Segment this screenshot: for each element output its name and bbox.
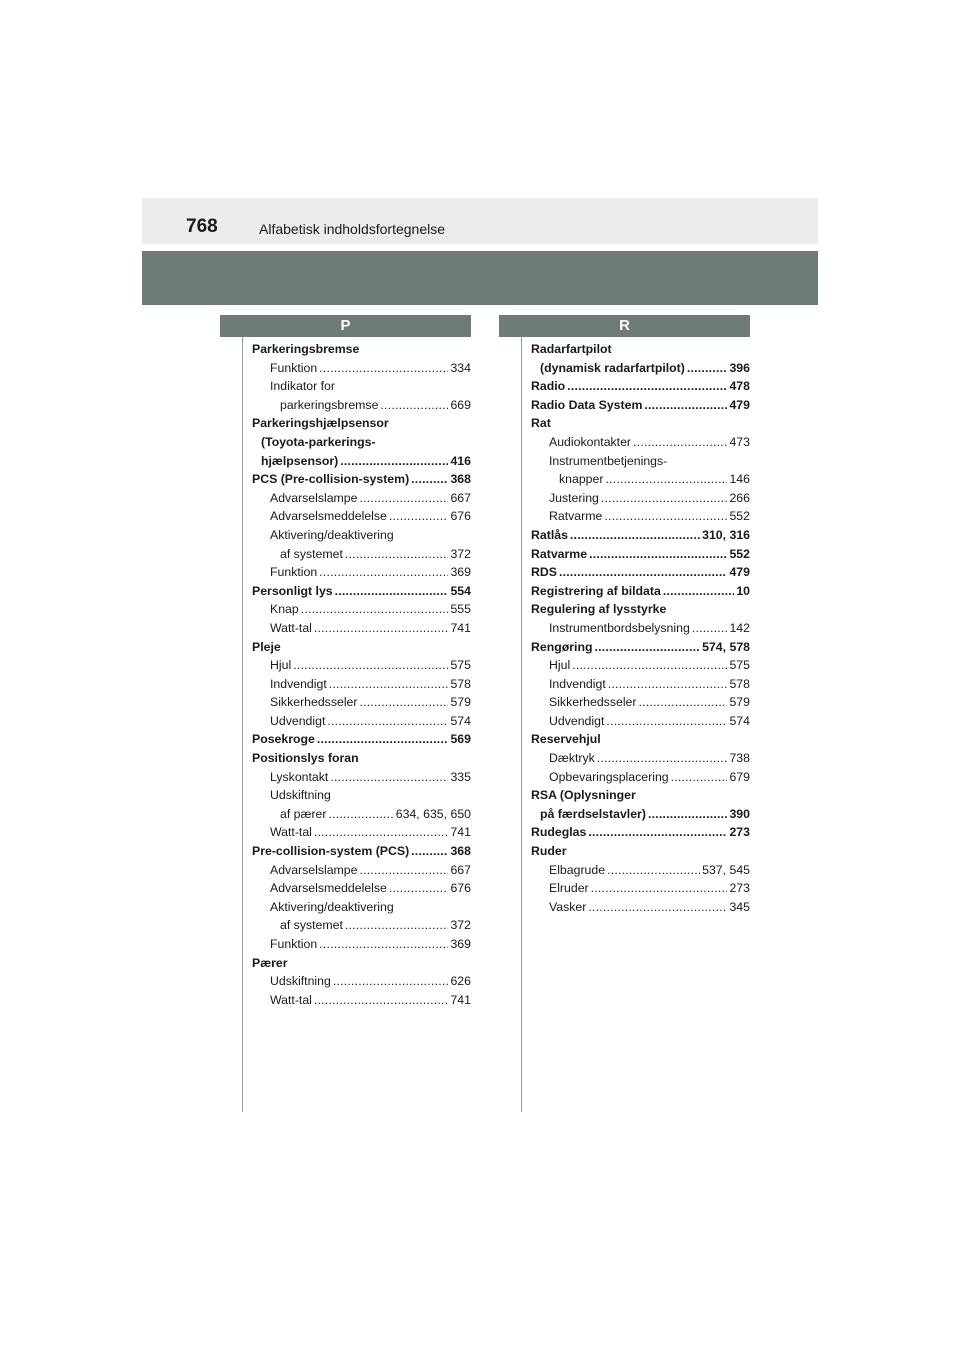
index-entry	[531, 675, 750, 694]
index-entry	[531, 545, 750, 564]
entry-term: Advarselslampe	[270, 862, 358, 877]
entry-page-number[interactable]: 146	[729, 472, 750, 487]
entry-page-number[interactable]: 372	[450, 546, 471, 561]
dot-leader	[644, 396, 727, 415]
dot-leader	[633, 433, 727, 452]
dot-leader	[319, 563, 448, 582]
entry-term: Elbagrude	[549, 862, 606, 877]
entry-term: Watt-tal	[270, 992, 312, 1007]
entry-term: Positionslys foran	[252, 751, 359, 766]
index-entry	[531, 582, 750, 601]
index-entry	[531, 340, 750, 359]
entry-term: Pre-collision-system (PCS)	[252, 844, 410, 859]
index-entry	[531, 898, 750, 917]
entry-page-number[interactable]: 579	[729, 695, 750, 710]
entry-term: Rat	[531, 416, 551, 431]
entry-page-number[interactable]: 369	[450, 937, 471, 951]
dot-leader	[606, 712, 727, 731]
entry-page-number[interactable]: 679	[729, 769, 750, 784]
entry-page-number[interactable]: 574	[450, 713, 471, 728]
entry-term: Hjul	[270, 658, 292, 673]
index-entry	[252, 545, 471, 564]
section-banner	[142, 251, 818, 305]
dot-leader	[359, 861, 448, 880]
entry-term: Indikator for	[270, 379, 335, 394]
entry-term: af pærer	[280, 806, 327, 821]
entry-term: Ratvarme	[549, 509, 603, 524]
entry-term: Radio Data System	[531, 397, 643, 412]
dot-leader	[314, 991, 449, 1010]
entry-term: Registrering af bildata	[531, 583, 661, 598]
index-entry	[252, 563, 471, 582]
index-entry	[252, 656, 471, 675]
entry-page-number[interactable]: 575	[450, 658, 471, 673]
index-entry	[531, 377, 750, 396]
entry-term: Aktivering/deaktivering	[270, 899, 394, 914]
entry-term: Instrumentbetjenings-	[549, 453, 668, 468]
entry-page-number[interactable]: 574	[729, 713, 750, 728]
entry-term: PCS (Pre-collision-system)	[252, 472, 410, 487]
dot-leader	[594, 638, 700, 657]
index-entry	[252, 805, 471, 824]
entry-term: Pleje	[252, 639, 281, 654]
entry-term: Advarselsmeddelelse	[270, 509, 387, 524]
entry-term: Funktion	[270, 565, 318, 580]
dot-leader	[335, 582, 449, 601]
entry-term: knapper	[559, 472, 604, 487]
index-entry	[531, 433, 750, 452]
entry-page-number[interactable]: 368	[450, 844, 471, 859]
entry-term: Watt-tal	[270, 825, 312, 840]
entry-term: Ratlås	[531, 527, 568, 542]
entry-page-number[interactable]: 537, 545	[702, 862, 750, 877]
index-entry	[531, 452, 750, 471]
index-entry	[531, 489, 750, 508]
entry-term: Udskiftning	[270, 974, 331, 989]
entry-term: Lyskontakt	[270, 769, 329, 784]
index-entry	[252, 730, 471, 749]
dot-leader	[359, 693, 448, 712]
index-entry	[252, 935, 471, 954]
entry-term: Personligt lys	[252, 583, 333, 598]
dot-leader	[314, 823, 449, 842]
index-entry	[252, 600, 471, 619]
dot-leader	[329, 675, 449, 694]
entry-term: Sikkerhedsseler	[549, 695, 637, 710]
dot-leader	[389, 879, 449, 898]
entry-page-number[interactable]: 669	[450, 397, 471, 412]
index-entry	[252, 861, 471, 880]
index-entry	[252, 433, 471, 452]
entry-term: Indvendigt	[549, 676, 606, 691]
index-entry	[531, 414, 750, 433]
entry-term: Pærer	[252, 955, 288, 970]
index-entry	[531, 563, 750, 582]
section-letter-p: P	[220, 315, 471, 337]
dot-leader	[380, 396, 448, 415]
dot-leader	[648, 805, 728, 824]
index-entry	[252, 414, 471, 433]
index-entry	[531, 600, 750, 619]
entry-term: Aktivering/deaktivering	[270, 527, 394, 542]
index-entry	[531, 619, 750, 638]
column-divider-left	[242, 337, 243, 1112]
dot-leader	[604, 507, 727, 526]
index-entry	[531, 823, 750, 842]
index-column-r	[531, 340, 750, 916]
index-entry	[531, 786, 750, 805]
index-entry	[531, 470, 750, 489]
entry-term: (dynamisk radarfartpilot)	[540, 360, 685, 375]
index-entry	[252, 638, 471, 657]
entry-term: Watt-tal	[270, 620, 312, 635]
index-entry	[252, 675, 471, 694]
entry-term: Indvendigt	[270, 676, 327, 691]
dot-leader	[671, 768, 728, 787]
index-entry	[531, 693, 750, 712]
index-entry	[252, 749, 471, 768]
entry-term: Elruder	[549, 881, 589, 896]
entry-term: Knap	[270, 602, 299, 617]
dot-leader	[687, 359, 728, 378]
index-entry	[252, 452, 471, 471]
page-title: Alfabetisk indholdsfortegnelse	[259, 221, 446, 237]
index-entry	[252, 507, 471, 526]
entry-page-number[interactable]: 676	[450, 509, 471, 524]
entry-term: Regulering af lysstyrke	[531, 602, 667, 617]
entry-term: parkeringsbremse	[280, 397, 379, 412]
entry-page-number[interactable]: 310, 316	[702, 527, 750, 542]
dot-leader	[359, 489, 448, 508]
entry-page-number[interactable]: 676	[450, 881, 471, 896]
dot-leader	[591, 879, 728, 898]
index-entry	[531, 861, 750, 880]
entry-term: af systemet	[280, 918, 343, 933]
dot-leader	[608, 675, 728, 694]
index-entry	[252, 377, 471, 396]
column-divider-right	[521, 337, 522, 1112]
entry-page-number[interactable]: 396	[729, 360, 750, 375]
dot-leader	[597, 749, 728, 768]
entry-page-number[interactable]: 569	[450, 732, 471, 747]
index-entry	[531, 656, 750, 675]
entry-page-number[interactable]: 416	[450, 453, 471, 468]
index-entry	[252, 693, 471, 712]
entry-term: Udvendigt	[549, 713, 605, 728]
index-column-p	[252, 340, 471, 1009]
index-entry	[531, 526, 750, 545]
entry-term: Audiokontakter	[549, 434, 632, 449]
entry-page-number[interactable]: 741	[450, 992, 471, 1007]
dot-leader	[327, 712, 448, 731]
index-entry	[252, 340, 471, 359]
entry-page-number[interactable]: 10	[736, 583, 750, 598]
entry-page-number[interactable]: 738	[729, 751, 750, 766]
index-entry	[252, 712, 471, 731]
dot-leader	[345, 916, 449, 935]
index-entry	[252, 823, 471, 842]
section-letter-r: R	[499, 315, 750, 337]
index-entry	[531, 842, 750, 861]
entry-term: af systemet	[280, 546, 343, 561]
entry-term: Ruder	[531, 844, 567, 859]
dot-leader	[345, 545, 449, 564]
index-entry	[252, 470, 471, 489]
index-entry	[252, 359, 471, 378]
dot-leader	[567, 377, 727, 396]
page-number: 768	[186, 216, 218, 237]
entry-page-number[interactable]: 555	[450, 602, 471, 617]
index-entry	[531, 396, 750, 415]
index-entry	[252, 619, 471, 638]
dot-leader	[333, 972, 449, 991]
entry-term: Advarselslampe	[270, 490, 358, 505]
entry-page-number[interactable]: 578	[729, 676, 750, 691]
entry-page-number[interactable]: 368	[450, 472, 471, 487]
entry-term: Radarfartpilot	[531, 342, 612, 356]
index-entry	[252, 526, 471, 545]
entry-term: Funktion	[270, 360, 318, 375]
dot-leader	[663, 582, 734, 601]
entry-term: Parkeringsbremse	[252, 342, 360, 356]
index-entry	[531, 749, 750, 768]
index-entry	[252, 396, 471, 415]
entry-term: på færdselstavler)	[540, 806, 646, 821]
dot-leader	[570, 526, 700, 545]
index-entry	[252, 879, 471, 898]
entry-page-number[interactable]: 369	[450, 565, 471, 580]
entry-term: Sikkerhedsseler	[270, 695, 358, 710]
entry-term: RSA (Oplysninger	[531, 788, 636, 803]
entry-term: Udvendigt	[270, 713, 326, 728]
entry-page-number[interactable]: 334	[450, 360, 471, 375]
dot-leader	[330, 768, 448, 787]
entry-term: hjælpsensor)	[261, 453, 339, 468]
dot-leader	[692, 619, 728, 638]
entry-term: Opbevaringsplacering	[549, 769, 669, 784]
dot-leader	[301, 600, 449, 619]
entry-term: Rengøring	[531, 639, 593, 654]
entry-page-number[interactable]: 142	[729, 620, 750, 635]
entry-term: Instrumentbordsbelysning	[549, 620, 690, 635]
index-entry	[531, 805, 750, 824]
entry-page-number[interactable]: 345	[729, 899, 750, 914]
entry-page-number[interactable]: 479	[729, 397, 750, 412]
entry-page-number[interactable]: 554	[450, 583, 471, 598]
dot-leader	[411, 842, 448, 861]
entry-page-number[interactable]: 552	[729, 546, 750, 561]
entry-page-number[interactable]: 273	[729, 825, 750, 840]
dot-leader	[314, 619, 449, 638]
entry-page-number[interactable]: 273	[729, 881, 750, 896]
entry-term: Dæktryk	[549, 751, 595, 766]
entry-page-number[interactable]: 372	[450, 918, 471, 933]
entry-page-number[interactable]: 741	[450, 825, 471, 840]
entry-term: Funktion	[270, 937, 318, 951]
entry-term: Rudeglas	[531, 825, 587, 840]
entry-page-number[interactable]: 634, 635, 650	[395, 806, 471, 821]
dot-leader	[411, 470, 448, 489]
entry-page-number[interactable]: 626	[450, 974, 471, 989]
index-entry	[252, 582, 471, 601]
index-entry	[252, 954, 471, 973]
dot-leader	[588, 898, 727, 917]
dot-leader	[607, 861, 700, 880]
header-bar	[142, 198, 818, 244]
entry-page-number[interactable]: 335	[450, 769, 471, 784]
dot-leader	[605, 470, 727, 489]
index-entry	[531, 730, 750, 749]
dot-leader	[389, 507, 449, 526]
index-entry	[252, 842, 471, 861]
index-entry	[531, 359, 750, 378]
dot-leader	[340, 452, 448, 471]
entry-term: (Toyota-parkerings-	[261, 434, 376, 449]
dot-leader	[588, 823, 727, 842]
dot-leader	[601, 489, 728, 508]
entry-term: Vasker	[549, 899, 587, 914]
entry-term: Hjul	[549, 658, 571, 673]
index-entry	[531, 879, 750, 898]
entry-term: Ratvarme	[531, 546, 588, 561]
entry-page-number[interactable]: 552	[729, 509, 750, 524]
index-entry	[252, 972, 471, 991]
entry-term: Advarselsmeddelelse	[270, 881, 387, 896]
index-entry	[531, 638, 750, 657]
dot-leader	[328, 805, 393, 824]
dot-leader	[638, 693, 727, 712]
entry-page-number[interactable]: 575	[729, 658, 750, 673]
dot-leader	[317, 730, 449, 749]
dot-leader	[293, 656, 448, 675]
entry-page-number[interactable]: 574, 578	[702, 639, 750, 654]
index-entry	[531, 768, 750, 787]
entry-page-number[interactable]: 479	[729, 565, 750, 580]
entry-term: Parkeringshjælpsensor	[252, 416, 389, 431]
entry-page-number[interactable]: 667	[450, 862, 471, 877]
dot-leader	[319, 359, 448, 378]
entry-page-number[interactable]: 578	[450, 676, 471, 691]
dot-leader	[589, 545, 727, 564]
index-entry	[252, 786, 471, 805]
entry-term: Radio	[531, 379, 566, 394]
index-entry	[252, 898, 471, 917]
entry-page-number[interactable]: 390	[729, 806, 750, 821]
entry-term: Reservehjul	[531, 732, 601, 747]
index-entry	[531, 712, 750, 731]
entry-page-number[interactable]: 478	[729, 379, 750, 394]
dot-leader	[572, 656, 727, 675]
entry-page-number[interactable]: 667	[450, 490, 471, 505]
entry-page-number[interactable]: 266	[729, 490, 750, 505]
index-entry	[252, 768, 471, 787]
entry-term: Udskiftning	[270, 788, 331, 803]
dot-leader	[319, 935, 448, 954]
entry-page-number[interactable]: 473	[729, 434, 750, 449]
index-entry	[252, 916, 471, 935]
entry-page-number[interactable]: 741	[450, 620, 471, 635]
entry-term: Posekroge	[252, 732, 315, 747]
entry-page-number[interactable]: 579	[450, 695, 471, 710]
index-entry	[252, 489, 471, 508]
index-entry	[531, 507, 750, 526]
entry-term: Justering	[549, 490, 599, 505]
index-entry	[252, 991, 471, 1010]
entry-term: RDS	[531, 565, 557, 580]
dot-leader	[559, 563, 728, 582]
